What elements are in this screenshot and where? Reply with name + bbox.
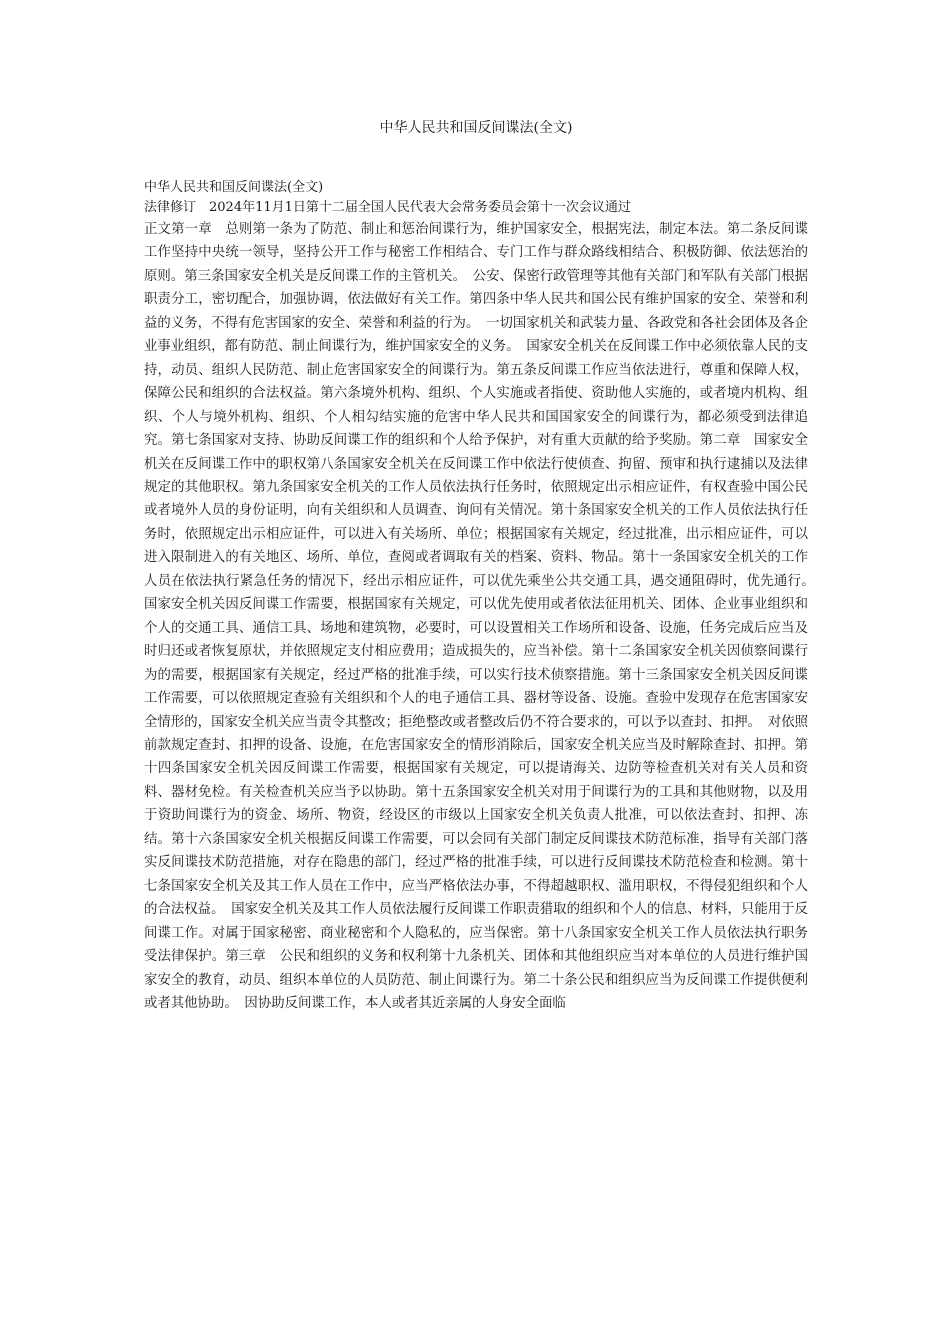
document-title: 中华人民共和国反间谍法(全文) xyxy=(379,120,573,136)
law-body-text: 正文第一章 总则第一条为了防范、制止和惩治间谍行为，维护国家安全，根据宪法，制定本法。第二条反间谍工作坚持中央统一领导，坚持公开工作与秘密工作相结合、专门工作与群众路线相结合、积极防御、依法惩治的原则。第三条国家安全机关是反间谍工作的主管机关。 公安、保密行政管理等其他有关部门和军队有关部门根据职责分工，密切配合，加强协调，依法做好有关工作。第四条中华人民共和国公民有维护国家的安全、荣誉和利益的义务，不得有危害国家的安全、荣誉和利益的行为。 一切国家机关和武装力量、各政党和各社会团体及各企业事业组织，都有防范、制止间谍行为，维护国家安全的义务。 国家安全机关在反间谍工作中必须依靠人民的支持，动员、组织人民防范、制止危害国家安全的间谍行为。第五条反间谍工作应当依法进行，尊重和保障人权，保障公民和组织的合法权益。第六条境外机构、组织、个人实施或者指使、资助他人实施的，或者境内机构、组织、个人与境外机构、组织、个人相勾结实施的危害中华人民共和国国家安全的间谍行为，都必须受到法律追究。第七条国家对支持、协助反间谍工作的组织和个人给予保护，对有重大贡献的给予奖励。第二章 国家安全机关在反间谍工作中的职权第八条国家安全机关在反间谍工作中依法行使侦查、拘留、预审和执行逮捕以及法律规定的其他职权。第九条国家安全机关的工作人员依法执行任务时，依照规定出示相应证件，有权查验中国公民或者境外人员的身份证明，向有关组织和人员调查、询问有关情况。第十条国家安全机关的工作人员依法执行任务时，依照规定出示相应证件，可以进入有关场所、单位；根据国家有关规定，经过批准，出示相应证件，可以进入限制进入的有关地区、场所、单位，查阅或者调取有关的档案、资料、物品。第十一条国家安全机关的工作人员在依法执行紧急任务的情况下，经出示相应证件，可以优先乘坐公共交通工具，遇交通阻碍时，优先通行。 国家安全机关因反间谍工作需要，根据国家有关规定，可以优先使用或者依法征用机关、团体、企业事业组织和个人的交通工具、通信工具、场地和建筑物，必要时，可以设置相关工作场所和设备、设施，任务完成后应当及时归还或者恢复原状，并依照规定支付相应费用；造成损失的，应当补偿。第十二条国家安全机关因侦察间谍行为的需要，根据国家有关规定，经过严格的批准手续，可以实行技术侦察措施。第十三条国家安全机关因反间谍工作需要，可以依照规定查验有关组织和个人的电子通信工具、器材等设备、设施。查验中发现存在危害国家安全情形的，国家安全机关应当责令其整改；拒绝整改或者整改后仍不符合要求的，可以予以查封、扣押。 对依照前款规定查封、扣押的设备、设施，在危害国家安全的情形消除后，国家安全机关应当及时解除查封、扣押。第十四条国家安全机关因反间谍工作需要，根据国家有关规定，可以提请海关、边防等检查机关对有关人员和资料、器材免检。有关检查机关应当予以协助。第十五条国家安全机关对用于间谍行为的工具和其他财物，以及用于资助间谍行为的资金、场所、物资，经设区的市级以上国家安全机关负责人批准，可以依法查封、扣押、冻结。第十六条国家安全机关根据反间谍工作需要，可以会同有关部门制定反间谍技术防范标准，指导有关部门落实反间谍技术防范措施，对存在隐患的部门，经过严格的批准手续，可以进行反间谍技术防范检查和检测。第十七条国家安全机关及其工作人员在工作中，应当严格依法办事，不得超越职权、滥用职权，不得侵犯组织和个人的合法权益。 国家安全机关及其工作人员依法履行反间谍工作职责猎取的组织和个人的信息、材料，只能用于反间谍工作。对属于国家秘密、商业秘密和个人隐私的，应当保密。第十八条国家安全机关工作人员依法执行职务受法律保护。第三章 公民和组织的义务和权利第十九条机关、团体和其他组织应当对本单位的人员进行维护国家安全的教育，动员、组织本单位的人员防范、制止间谍行为。第二十条公民和组织应当为反间谍工作提供便利或者其他协助。 因协助反间谍工作，本人或者其近亲属的人身安全面临 xyxy=(144,222,822,1011)
document-subtitle: 中华人民共和国反间谍法(全文) xyxy=(144,180,324,195)
revision-line: 法律修订 2024年11月1日第十二届全国人民代表大会常务委员会第十一次会议通过 xyxy=(144,200,631,215)
document-page xyxy=(144,118,822,1015)
